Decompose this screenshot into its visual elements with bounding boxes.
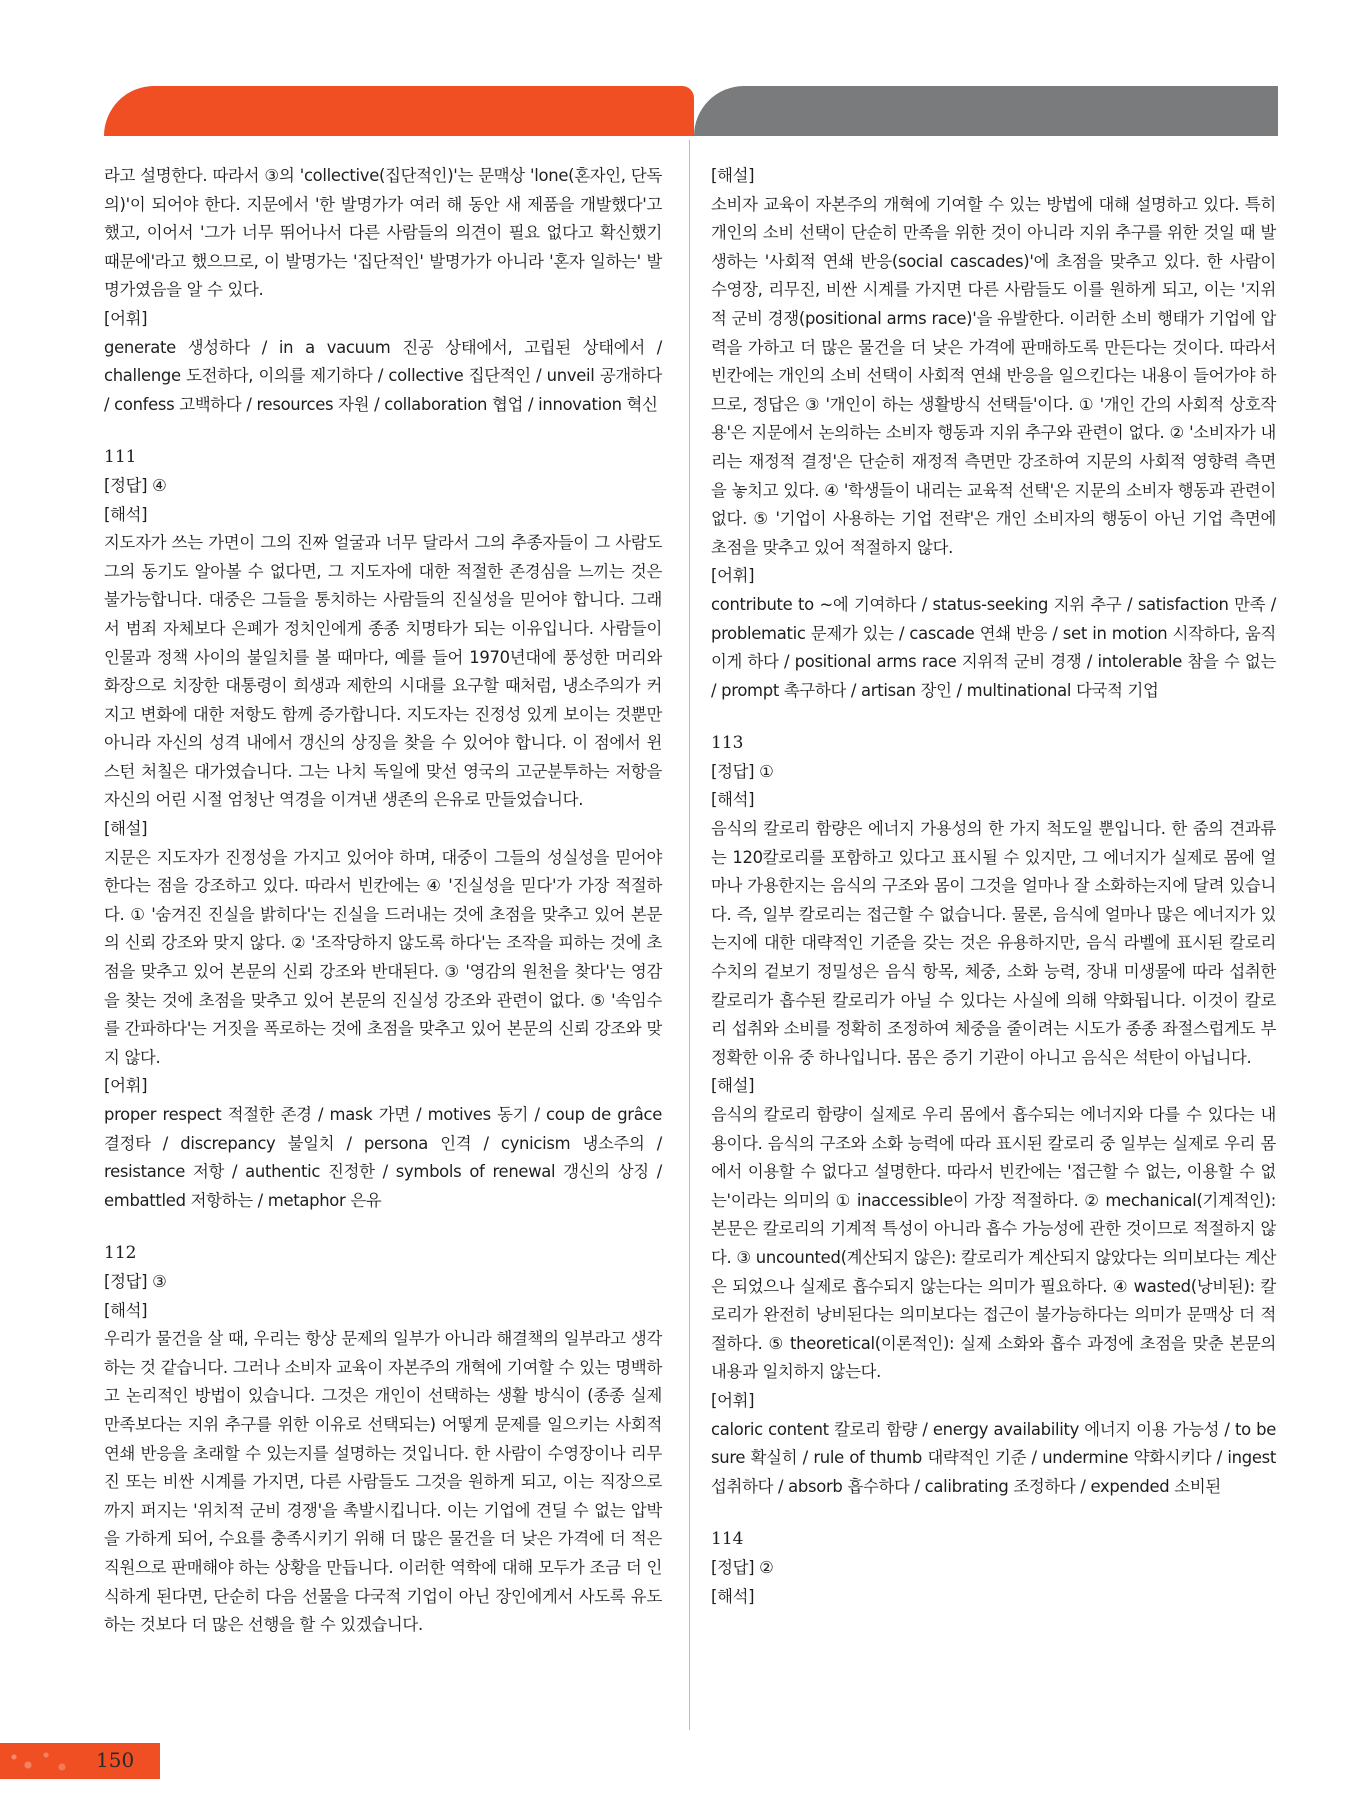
question-number: 113	[711, 733, 744, 754]
paragraph: [해석]	[711, 790, 755, 810]
paragraph: [해설]	[104, 819, 148, 839]
paragraph: 소비자 교육이 자본주의 개혁에 기여할 수 있는 방법에 대해 설명하고 있다. 특히 개인의 소비 선택이 단순히 만족을 위한 것이 아니라 지위 추구를 위한 것일 때 발생하는 '사회적 연쇄 반응(social cascades)'에 초점을 맞추고 있다. 한 사람이 수영장, 리무진, 비싼 시계를 가지면 다른 사람들도 이를 원하게 되고, 이는 '지위적 군비 경쟁(positional arms race)'을 유발한다. 이러한 소비 행태가 기업에 압력을 가하고 더 많은 물건을 더 낮은 가격에 판매하도록 만든다는 것이다. 따라서 빈칸에는 개인의 소비 선택이 사회적 연쇄 반응을 일으킨다는 내용이 들어가야 하므로, 정답은 ③ '개인이 하는 생활방식 선택들'이다. ① '개인 간의 사회적 상호작용'은 지문에서 논의하는 소비자 행동과 지위 추구와 관련이 없다. ② '소비자가 내리는 재정적 결정'은 단순히 재정적 측면만 강조하여 지문의 사회적 영향력 측면을 놓치고 있다. ④ '학생들이 내리는 교육적 선택'은 지문의 소비자 행동과 관련이 없다. ⑤ '기업이 사용하는 기업 전략'은 개인 소비자의 행동이 아닌 기업 측면에 초점을 맞추고 있어 적절하지 않다.	[711, 194, 1276, 557]
paragraph: [어휘]	[104, 308, 148, 328]
paragraph: [정답] ②	[711, 1557, 774, 1577]
column-divider	[689, 140, 690, 1730]
paragraph: proper respect 적절한 존경 / mask 가면 / motives 동기 / coup de grâce 결정타 / discrepancy 불일치 / persona 인격 / cynicism 냉소주의 / resistance 저항 / authentic 진정한 / symbols of renewal 갱신의 상징 / embattled 저항하는 / metaphor 은유	[104, 1105, 662, 1210]
header-banner-right	[694, 86, 1278, 136]
left-column	[104, 162, 662, 1640]
paragraph: 라고 설명한다. 따라서 ③의 'collective(집단적인)'는 문맥상 'lone(혼자인, 단독의)'이 되어야 한다. 지문에서 '한 발명가가 여러 해 동안 새 제품을 개발했다'고 했고, 이어서 '그가 너무 뛰어나서 다른 사람들의 의견이 필요 없다고 확신했기 때문에'라고 했으므로, 이 발명가는 '집단적인' 발명가가 아니라 '혼자 일하는' 발명가였음을 알 수 있다.	[104, 166, 662, 300]
paragraph: [해석]	[104, 1300, 148, 1320]
paragraph: 우리가 물건을 살 때, 우리는 항상 문제의 일부가 아니라 해결책의 일부라고 생각하는 것 같습니다. 그러나 소비자 교육이 자본주의 개혁에 기여할 수 있는 명백하고 논리적인 방법이 있습니다. 그것은 개인이 선택하는 생활 방식이 (종종 실제 만족보다는 지위 추구를 위한 이유로 선택되는) 어떻게 문제를 일으키는 사회적 연쇄 반응을 초래할 수 있는지를 설명하는 것입니다. 한 사람이 수영장이나 리무진 또는 비싼 시계를 가지면, 다른 사람들도 그것을 원하게 되고, 이는 직장으로까지 퍼지는 '위치적 군비 경쟁'을 촉발시킵니다. 이는 기업에 견딜 수 없는 압박을 가하게 되어, 수요를 충족시키기 위해 더 많은 물건을 더 낮은 가격에 더 적은 직원으로 판매해야 하는 상황을 만듭니다. 이러한 역학에 대해 모두가 조금 더 인식하게 된다면, 단순히 다음 선물을 다국적 기업이 아닌 장인에게서 사도록 유도하는 것보다 더 많은 선행을 할 수 있겠습니다.	[104, 1329, 662, 1635]
paragraph: [해설]	[711, 166, 755, 185]
paragraph: [어휘]	[711, 1390, 755, 1410]
question-number: 112	[104, 1243, 137, 1264]
paragraph: 음식의 칼로리 함량이 실제로 우리 몸에서 흡수되는 에너지와 다를 수 있다는 내용이다. 음식의 구조와 소화 능력에 따라 표시된 칼로리 중 일부는 실제로 우리 몸에서 이용할 수 없다고 설명한다. 따라서 빈칸에는 '접근할 수 없는, 이용할 수 없는'이라는 의미의 ① inaccessible이 가장 적절하다. ② mechanical(기계적인): 본문은 칼로리의 기계적 특성이 아니라 흡수 가능성에 관한 것이므로 적절하지 않다. ③ uncounted(계산되지 않은): 칼로리가 계산되지 않았다는 의미보다는 계산은 되었으나 실제로 흡수되지 않는다는 의미가 필요하다. ④ wasted(낭비된): 칼로리가 완전히 낭비된다는 의미보다는 접근이 불가능하다는 의미가 문맥상 더 적절하다. ⑤ theoretical(이론적인): 실제 소화와 흡수 과정에 초점을 맞춘 본문의 내용과 일치하지 않는다.	[711, 1105, 1276, 1382]
header-banner-left	[104, 86, 694, 136]
paragraph: contribute to ~에 기여하다 / status-seeking 지위 추구 / satisfaction 만족 / problematic 문제가 있는 / cascade 연쇄 반응 / set in motion 시작하다, 움직이게 하다 / positional arms race 지위적 군비 경쟁 / intolerable 참을 수 없는 / prompt 촉구하다 / artisan 장인 / multinational 다국적 기업	[711, 594, 1276, 700]
paragraph: [정답] ③	[104, 1271, 167, 1291]
paragraph: 지문은 지도자가 진정성을 가지고 있어야 하며, 대중이 그들의 성실성을 믿어야 한다는 점을 강조하고 있다. 따라서 빈칸에는 ④ '진실성을 믿다'가 가장 적절하다. ① '숨겨진 진실을 밝히다'는 진실을 드러내는 것에 초점을 맞추고 있어 본문의 신뢰 강조와 맞지 않다. ② '조작당하지 않도록 하다'는 조작을 피하는 것에 초점을 맞추고 있어 본문의 신뢰 강조와 반대된다. ③ '영감의 원천을 찾다'는 영감을 찾는 것에 초점을 맞추고 있어 본문의 진실성 강조와 관련이 없다. ⑤ '속임수를 간파하다'는 거짓을 폭로하는 것에 초점을 맞추고 있어 본문의 신뢰 강조와 맞지 않다.	[104, 847, 662, 1067]
paragraph: generate 생성하다 / in a vacuum 진공 상태에서, 고립된 상태에서 / challenge 도전하다, 이의를 제기하다 / collective 집단적인 / unveil 공개하다 / confess 고백하다 / resources 자원 / collaboration 협업 / innovation 혁신	[104, 337, 662, 414]
paragraph: [어휘]	[711, 566, 755, 586]
page-number: 150	[96, 1748, 135, 1772]
paragraph: [해석]	[711, 1586, 755, 1606]
paragraph: [정답] ①	[711, 761, 774, 781]
decorative-pattern	[6, 1749, 86, 1773]
paragraph: [해설]	[711, 1076, 755, 1096]
question-number: 111	[104, 447, 137, 468]
right-column	[711, 162, 1276, 1611]
paragraph: [정답] ④	[104, 475, 167, 495]
question-number: 114	[711, 1529, 744, 1550]
paragraph: caloric content 칼로리 함량 / energy availability 에너지 이용 가능성 / to be sure 확실히 / rule of thumb 대략적인 기준 / undermine 약화시키다 / ingest 섭취하다 / absorb 흡수하다 / calibrating 조정하다 / expended 소비된	[711, 1419, 1276, 1496]
paragraph: 지도자가 쓰는 가면이 그의 진짜 얼굴과 너무 달라서 그의 추종자들이 그 사람도 그의 동기도 알아볼 수 없다면, 그 지도자에 대한 적절한 존경심을 느끼는 것은 불가능합니다. 대중은 그들을 통치하는 사람들의 진실성을 믿어야 합니다. 그래서 범죄 자체보다 은폐가 정치인에게 종종 치명타가 되는 이유입니다. 사람들이 인물과 정책 사이의 불일치를 볼 때마다, 예를 들어 1970년대에 풍성한 머리와 화장으로 치장한 대통령이 희생과 제한의 시대를 요구할 때처럼, 냉소주의가 커지고 변화에 대한 저항도 함께 증가합니다. 지도자는 진정성 있게 보이는 것뿐만 아니라 자신의 성격 내에서 갱신의 상징을 찾을 수 있어야 합니다. 이 점에서 윈스턴 처칠은 대가였습니다. 그는 나치 독일에 맞선 영국의 고군분투하는 저항을 자신의 어린 시절 엄청난 역경을 이겨낸 생존의 은유로 만들었습니다.	[104, 533, 662, 810]
paragraph: 음식의 칼로리 함량은 에너지 가용성의 한 가지 척도일 뿐입니다. 한 줌의 견과류는 120칼로리를 포함하고 있다고 표시될 수 있지만, 그 에너지가 실제로 몸에 얼마나 가용한지는 음식의 구조와 몸이 그것을 얼마나 잘 소화하는지에 달려 있습니다. 즉, 일부 칼로리는 접근할 수 없습니다. 물론, 음식에 얼마나 많은 에너지가 있는지에 대한 대략적인 기준을 갖는 것은 유용하지만, 음식 라벨에 표시된 칼로리 수치의 겉보기 정밀성은 음식 항목, 체중, 소화 능력, 장내 미생물에 따라 섭취한 칼로리가 흡수된 칼로리가 아닐 수 있다는 사실에 의해 약화됩니다. 이것이 칼로리 섭취와 소비를 정확히 조정하여 체중을 줄이려는 시도가 종종 좌절스럽게도 부정확한 이유 중 하나입니다. 몸은 증기 기관이 아니고 음식은 석탄이 아닙니다.	[711, 819, 1276, 1067]
paragraph: [어휘]	[104, 1076, 148, 1096]
paragraph: [해석]	[104, 504, 148, 524]
page-number-tab	[0, 1743, 160, 1779]
